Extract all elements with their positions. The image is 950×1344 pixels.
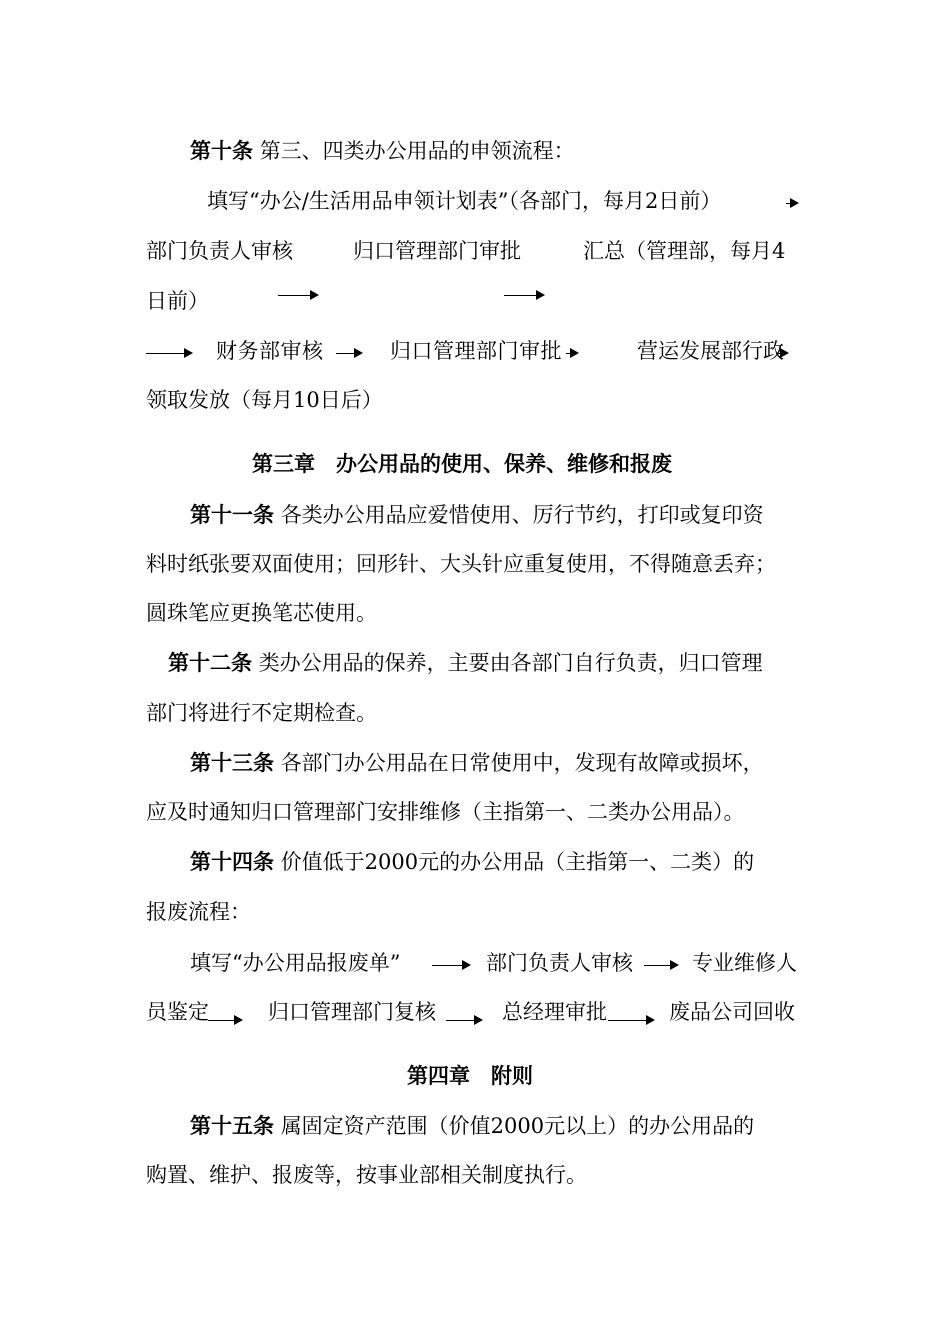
article-12-line-1 xyxy=(168,648,763,678)
flow2-step3b: 员鉴定 xyxy=(146,1000,209,1024)
flow1-arrow-5 xyxy=(336,353,356,354)
article-11-label: 第十一条 xyxy=(190,503,274,527)
flow1-step5: 财务部审核 xyxy=(216,339,324,363)
flow1-step2: 部门负责人审核 xyxy=(146,239,293,263)
article-10-label: 第十条 xyxy=(190,139,253,163)
article-15-line-2: 购置、维护、报废等，按事业部相关制度执行。 xyxy=(146,1163,587,1187)
article-13-line-1 xyxy=(190,748,764,778)
article-11-line-3: 圆珠笔应更换笔芯使用。 xyxy=(146,601,377,625)
flow1-arrow-4 xyxy=(146,353,186,354)
article-13-line-2: 应及时通知归口管理部门安排维修（主指第一、二类办公用品）。 xyxy=(146,800,745,824)
article-11-text-1: 各类办公用品应爱惜使用、厉行节约，打印或复印资 xyxy=(280,503,764,527)
flow2-arrow-5 xyxy=(608,1020,648,1021)
article-12-text-1: 类办公用品的保养，主要由各部门自行负责，归口管理 xyxy=(258,651,763,675)
chapter-4-title: 第四章 附则 xyxy=(407,1064,533,1088)
flow2-step1: 填写“办公用品报废单” xyxy=(190,951,401,975)
flow2-arrow-2 xyxy=(644,965,672,966)
flow1-step8: 领取发放（每月10日后） xyxy=(146,388,383,412)
article-12-label: 第十二条 xyxy=(168,651,252,675)
article-15-label: 第十五条 xyxy=(190,1114,274,1138)
flow1-step6: 归口管理部门审批 xyxy=(390,339,562,363)
flow1-step1: 填写“办公/生活用品申领计划表”（各部门，每月2日前） xyxy=(207,189,722,213)
article-13-text-1: 各部门办公用品在日常使用中，发现有故障或损坏， xyxy=(280,751,764,775)
article-15-text-1: 属固定资产范围（价值2000元以上）的办公用品的 xyxy=(280,1114,755,1138)
flow2-arrow-3 xyxy=(208,1020,236,1021)
flow1-arrow-2 xyxy=(278,295,312,296)
flow1-arrow-1 xyxy=(786,203,792,204)
flow1-step4a: 汇总（管理部，每月4 xyxy=(583,239,786,263)
article-13-label: 第十三条 xyxy=(190,751,274,775)
flow2-step6: 废品公司回收 xyxy=(669,1000,795,1024)
flow2-step3a: 专业维修人 xyxy=(692,951,797,975)
chapter-3-title: 第三章 办公用品的使用、保养、维修和报废 xyxy=(252,452,672,476)
article-11-line-1 xyxy=(190,500,764,530)
article-12-line-2: 部门将进行不定期检查。 xyxy=(146,701,377,725)
flow1-step3: 归口管理部门审批 xyxy=(353,239,521,263)
article-14-text-1: 价值低于2000元的办公用品（主指第一、二类）的 xyxy=(280,850,755,874)
flow1-arrow-3 xyxy=(504,295,538,296)
flow2-step2: 部门负责人审核 xyxy=(486,951,633,975)
flow1-step7: 营运发展部行政 xyxy=(637,339,784,363)
article-14-line-1 xyxy=(190,847,754,877)
article-14-line-2: 报废流程： xyxy=(146,900,251,924)
article-14-label: 第十四条 xyxy=(190,850,274,874)
article-15-line-1 xyxy=(190,1111,754,1141)
flow2-arrow-4 xyxy=(446,1020,476,1021)
flow2-step5: 总经理审批 xyxy=(502,1000,607,1024)
flow1-step4b: 日前） xyxy=(146,289,209,313)
flow2-arrow-1 xyxy=(432,965,464,966)
article-10-text: 第三、四类办公用品的申领流程： xyxy=(259,139,575,163)
article-10-line xyxy=(190,136,575,166)
flow1-arrow-6 xyxy=(566,353,572,354)
article-11-line-2: 料时纸张要双面使用；回形针、大头针应重复使用，不得随意丢弃； xyxy=(146,552,776,576)
flow1-arrow-7 xyxy=(776,353,782,354)
flow2-step4: 归口管理部门复核 xyxy=(268,1000,436,1024)
